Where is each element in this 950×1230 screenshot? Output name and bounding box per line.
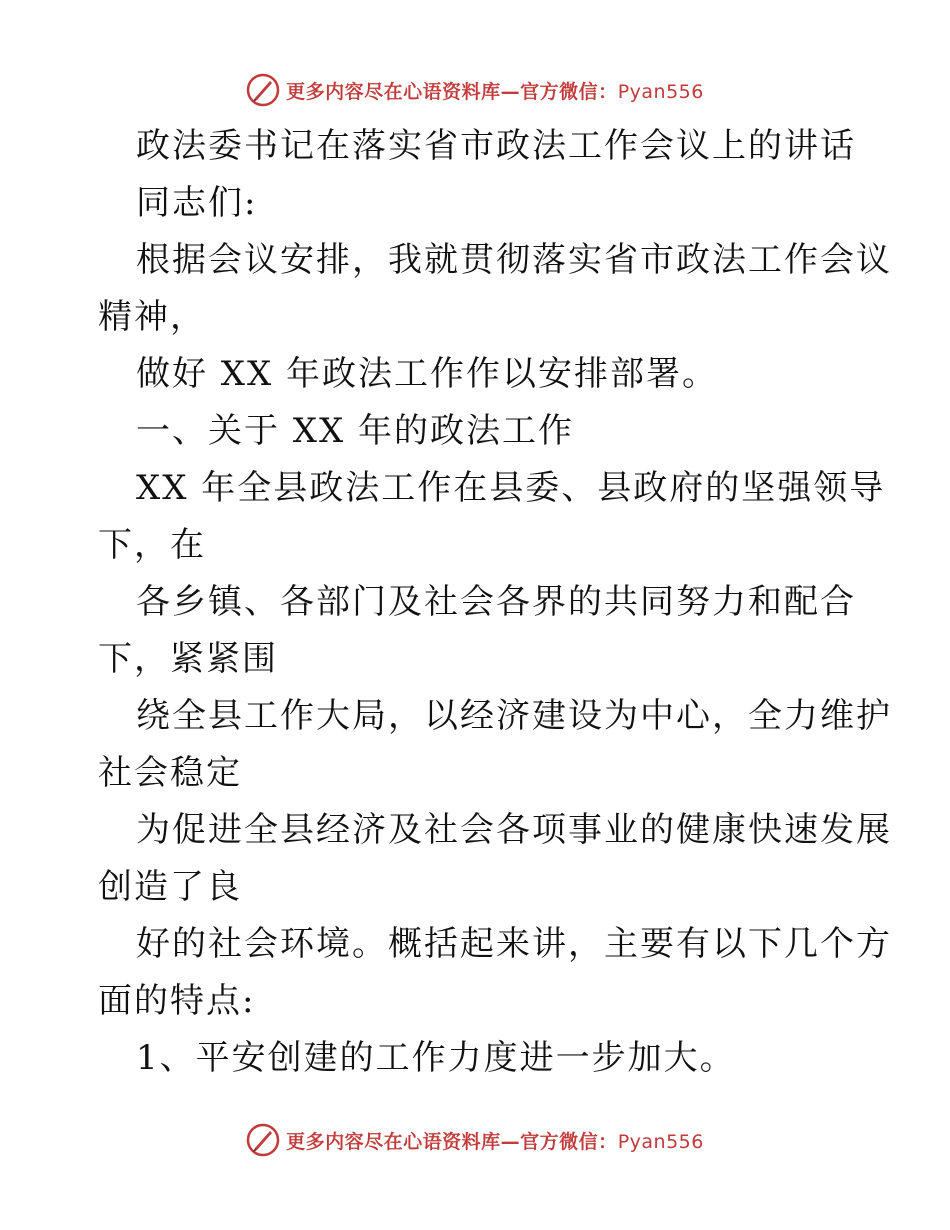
text-line: 社会稳定 bbox=[98, 753, 242, 793]
quill-logo-icon bbox=[246, 73, 280, 107]
watermark-text bbox=[286, 77, 704, 104]
watermark-wechat-id: Pyan556 bbox=[617, 1130, 704, 1153]
footer-watermark bbox=[0, 1120, 950, 1160]
watermark-brand: 更多内容尽在心语资料库 bbox=[286, 80, 501, 103]
watermark-wechat-id: Pyan556 bbox=[617, 80, 704, 103]
section-heading: 一、关于 XX 年的政法工作 bbox=[136, 411, 575, 451]
text-line: 1、平安创建的工作力度进一步加大。 bbox=[136, 1038, 736, 1078]
text-line: 精神， bbox=[98, 297, 206, 337]
header-watermark bbox=[0, 70, 950, 110]
watermark-text bbox=[286, 1127, 704, 1154]
text-line: 好的社会环境。概括起来讲，主要有以下几个方 bbox=[136, 924, 892, 964]
text-line: XX 年全县政法工作在县委、县政府的坚强领导 bbox=[136, 468, 886, 508]
text-line: 同志们: bbox=[136, 183, 258, 223]
quill-logo-icon bbox=[246, 1123, 280, 1157]
text-line: 下，在 bbox=[98, 525, 206, 565]
text-line: 做好 XX 年政法工作作以安排部署。 bbox=[136, 354, 719, 394]
document-title: 政法委书记在落实省市政法工作会议上的讲话 bbox=[136, 126, 856, 166]
text-line: 创造了良 bbox=[98, 867, 242, 907]
watermark-brand: 更多内容尽在心语资料库 bbox=[286, 1130, 501, 1153]
text-line: 下，紧紧围 bbox=[98, 639, 278, 679]
text-line: 各乡镇、各部门及社会各界的共同努力和配合 bbox=[136, 582, 856, 622]
text-line: 根据会议安排，我就贯彻落实省市政法工作会议 bbox=[136, 240, 892, 280]
watermark-dash: — bbox=[500, 80, 521, 103]
document-body bbox=[98, 118, 892, 1087]
watermark-label: 官方微信： bbox=[520, 1130, 618, 1153]
watermark-label: 官方微信： bbox=[520, 80, 618, 103]
text-line: 为促进全县经济及社会各项事业的健康快速发展 bbox=[136, 810, 892, 850]
watermark-dash: — bbox=[500, 1130, 521, 1153]
text-line: 面的特点: bbox=[98, 981, 256, 1021]
text-line: 绕全县工作大局，以经济建设为中心，全力维护 bbox=[136, 696, 892, 736]
